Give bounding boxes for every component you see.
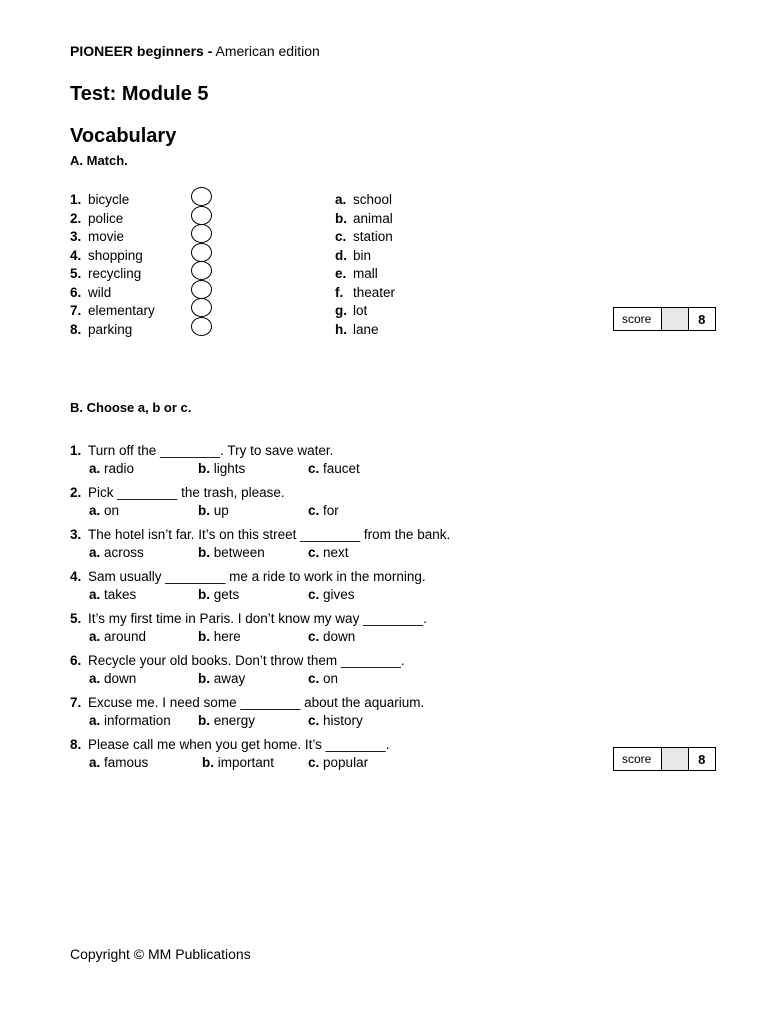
option-text: popular bbox=[323, 755, 369, 770]
option-letter: c. bbox=[308, 671, 320, 686]
answer-circle[interactable] bbox=[191, 280, 212, 299]
item-word: station bbox=[353, 229, 393, 244]
option-letter: a. bbox=[89, 671, 101, 686]
item-word: bin bbox=[353, 247, 372, 263]
option-letter: a. bbox=[89, 755, 101, 770]
answer-option[interactable] bbox=[89, 755, 148, 771]
option-text: down bbox=[323, 629, 356, 644]
match-left-item bbox=[70, 322, 132, 338]
match-left-item bbox=[70, 211, 123, 227]
option-text: down bbox=[104, 671, 137, 686]
section-title: Vocabulary bbox=[70, 125, 177, 147]
option-letter: a. bbox=[89, 713, 101, 728]
option-letter: b. bbox=[198, 671, 210, 686]
answer-option[interactable] bbox=[198, 713, 255, 729]
answer-option[interactable] bbox=[308, 629, 355, 645]
match-right-item bbox=[335, 285, 395, 301]
item-word: school bbox=[353, 192, 393, 207]
item-word: animal bbox=[353, 210, 393, 226]
edition-label: American edition bbox=[215, 43, 320, 59]
item-number: 5. bbox=[70, 266, 82, 281]
option-letter: a. bbox=[89, 545, 101, 560]
option-letter: b. bbox=[198, 545, 210, 560]
answer-circle[interactable] bbox=[191, 317, 212, 336]
answer-circle[interactable] bbox=[191, 261, 212, 280]
option-text: up bbox=[213, 503, 229, 518]
option-text: energy bbox=[213, 713, 256, 728]
option-letter: a. bbox=[89, 461, 101, 476]
item-number: 4. bbox=[70, 247, 82, 263]
question-number: 3. bbox=[70, 527, 82, 542]
score-input[interactable] bbox=[661, 748, 687, 770]
answer-circle[interactable] bbox=[191, 224, 212, 243]
option-letter: c. bbox=[308, 503, 320, 518]
match-right-item bbox=[335, 248, 371, 264]
page-header bbox=[70, 43, 320, 59]
item-word: police bbox=[88, 210, 124, 226]
question-number: 5. bbox=[70, 611, 82, 626]
option-text: on bbox=[323, 671, 339, 686]
option-text: gives bbox=[323, 587, 355, 602]
option-letter: b. bbox=[198, 587, 210, 602]
item-number: 8. bbox=[70, 321, 82, 337]
option-letter: a. bbox=[89, 629, 101, 644]
question-text: Sam usually ________ me a ride to work in the morning. bbox=[88, 569, 426, 584]
answer-option[interactable] bbox=[89, 545, 144, 561]
part-a-instruction: A. Match. bbox=[70, 153, 128, 168]
option-letter: c. bbox=[308, 545, 320, 560]
option-text: takes bbox=[104, 587, 137, 602]
answer-option[interactable] bbox=[89, 503, 119, 519]
item-letter: h. bbox=[335, 321, 347, 337]
answer-option[interactable] bbox=[89, 461, 134, 477]
question-text: Please call me when you get home. It’s ________. bbox=[88, 737, 390, 752]
question-number: 6. bbox=[70, 653, 82, 668]
option-letter: b. bbox=[198, 713, 210, 728]
item-word: lot bbox=[353, 303, 368, 318]
match-left-item bbox=[70, 248, 143, 264]
question-text: The hotel isn’t far. It’s on this street ________ from the bank. bbox=[88, 527, 451, 542]
page-title: Test: Module 5 bbox=[70, 83, 209, 105]
answer-option[interactable] bbox=[89, 587, 136, 603]
answer-option[interactable] bbox=[308, 503, 339, 519]
answer-option[interactable] bbox=[198, 545, 265, 561]
question bbox=[70, 653, 405, 669]
answer-circle[interactable] bbox=[191, 206, 212, 225]
option-letter: a. bbox=[89, 503, 101, 518]
match-left-item bbox=[70, 285, 111, 301]
item-word: parking bbox=[88, 321, 133, 337]
item-letter: b. bbox=[335, 210, 347, 226]
option-text: gets bbox=[213, 587, 240, 602]
answer-option[interactable] bbox=[308, 461, 360, 477]
match-right-item bbox=[335, 229, 393, 245]
item-word: bicycle bbox=[88, 192, 130, 207]
question bbox=[70, 737, 389, 753]
option-text: history bbox=[323, 713, 363, 728]
question bbox=[70, 527, 450, 543]
answer-option[interactable] bbox=[198, 461, 245, 477]
item-word: theater bbox=[353, 284, 396, 300]
option-letter: c. bbox=[308, 755, 320, 770]
option-letter: c. bbox=[308, 629, 320, 644]
answer-option[interactable] bbox=[89, 671, 136, 687]
brand-name: PIONEER beginners - bbox=[70, 43, 213, 59]
part-b-instruction: B. Choose a, b or c. bbox=[70, 400, 192, 415]
option-text: around bbox=[104, 629, 147, 644]
item-word: movie bbox=[88, 229, 125, 244]
question-text: Pick ________ the trash, please. bbox=[88, 485, 285, 500]
answer-option[interactable] bbox=[89, 713, 171, 729]
option-text: important bbox=[217, 755, 275, 770]
item-letter: a. bbox=[335, 192, 347, 207]
answer-circle[interactable] bbox=[191, 187, 212, 206]
item-number: 1. bbox=[70, 192, 82, 207]
score-box-b bbox=[613, 747, 716, 771]
match-right-item bbox=[335, 322, 379, 338]
question-text: Turn off the ________. Try to save water. bbox=[88, 443, 334, 458]
question bbox=[70, 569, 426, 585]
option-text: faucet bbox=[323, 461, 360, 476]
match-right-item bbox=[335, 303, 367, 319]
option-letter: c. bbox=[308, 587, 320, 602]
option-letter: a. bbox=[89, 587, 101, 602]
option-text: next bbox=[323, 545, 349, 560]
item-word: elementary bbox=[88, 303, 155, 318]
question bbox=[70, 485, 285, 501]
option-text: away bbox=[213, 671, 246, 686]
option-text: on bbox=[104, 503, 120, 518]
item-number: 7. bbox=[70, 303, 82, 318]
match-left-item bbox=[70, 266, 141, 282]
score-label: score bbox=[622, 312, 652, 326]
item-number: 6. bbox=[70, 284, 82, 300]
item-number: 3. bbox=[70, 229, 82, 244]
option-text: between bbox=[213, 545, 265, 560]
question-text: Recycle your old books. Don’t throw them ________. bbox=[88, 653, 405, 668]
match-right-item bbox=[335, 211, 393, 227]
match-right-item bbox=[335, 266, 378, 282]
option-letter: b. bbox=[198, 461, 210, 476]
match-left-item bbox=[70, 229, 124, 245]
item-word: lane bbox=[353, 321, 379, 337]
option-text: here bbox=[213, 629, 241, 644]
question-number: 2. bbox=[70, 485, 82, 500]
answer-option[interactable] bbox=[308, 713, 363, 729]
option-letter: c. bbox=[308, 713, 320, 728]
option-letter: c. bbox=[308, 461, 320, 476]
option-text: for bbox=[323, 503, 339, 518]
score-total: 8 bbox=[688, 308, 715, 330]
option-text: across bbox=[104, 545, 144, 560]
answer-option[interactable] bbox=[308, 545, 349, 561]
answer-option[interactable] bbox=[308, 671, 338, 687]
question-text: It’s my first time in Paris. I don’t know my way ________. bbox=[88, 611, 427, 626]
option-text: information bbox=[104, 713, 171, 728]
item-word: wild bbox=[88, 284, 112, 300]
question-number: 8. bbox=[70, 737, 82, 752]
item-letter: f. bbox=[335, 284, 344, 300]
item-letter: c. bbox=[335, 229, 347, 244]
question-number: 7. bbox=[70, 695, 82, 710]
item-number: 2. bbox=[70, 210, 82, 226]
item-letter: d. bbox=[335, 247, 347, 263]
question-number: 4. bbox=[70, 569, 82, 584]
match-right-item bbox=[335, 192, 392, 208]
answer-option[interactable] bbox=[198, 629, 241, 645]
option-letter: b. bbox=[198, 629, 210, 644]
option-text: famous bbox=[104, 755, 149, 770]
answer-option[interactable] bbox=[198, 671, 245, 687]
question bbox=[70, 611, 427, 627]
answer-option[interactable] bbox=[308, 755, 368, 771]
score-box-a bbox=[613, 307, 716, 331]
question-text: Excuse me. I need some ________ about the aquarium. bbox=[88, 695, 425, 710]
answer-option[interactable] bbox=[198, 587, 239, 603]
copyright: Copyright © MM Publications bbox=[70, 946, 251, 962]
question bbox=[70, 695, 424, 711]
score-input[interactable] bbox=[661, 308, 687, 330]
option-text: radio bbox=[104, 461, 135, 476]
question bbox=[70, 443, 333, 459]
option-letter: b. bbox=[202, 755, 214, 770]
answer-circle[interactable] bbox=[191, 243, 212, 262]
option-text: lights bbox=[213, 461, 246, 476]
answer-option[interactable] bbox=[89, 629, 146, 645]
match-left-item bbox=[70, 192, 129, 208]
score-total: 8 bbox=[688, 748, 715, 770]
answer-option[interactable] bbox=[308, 587, 355, 603]
item-word: recycling bbox=[88, 266, 142, 281]
question-number: 1. bbox=[70, 443, 82, 458]
match-left-item bbox=[70, 303, 155, 319]
option-letter: b. bbox=[198, 503, 210, 518]
item-letter: g. bbox=[335, 303, 347, 318]
item-letter: e. bbox=[335, 266, 347, 281]
item-word: shopping bbox=[88, 247, 143, 263]
answer-option[interactable] bbox=[202, 755, 274, 771]
score-label: score bbox=[622, 752, 652, 766]
answer-circle[interactable] bbox=[191, 298, 212, 317]
answer-option[interactable] bbox=[198, 503, 229, 519]
item-word: mall bbox=[353, 266, 378, 281]
